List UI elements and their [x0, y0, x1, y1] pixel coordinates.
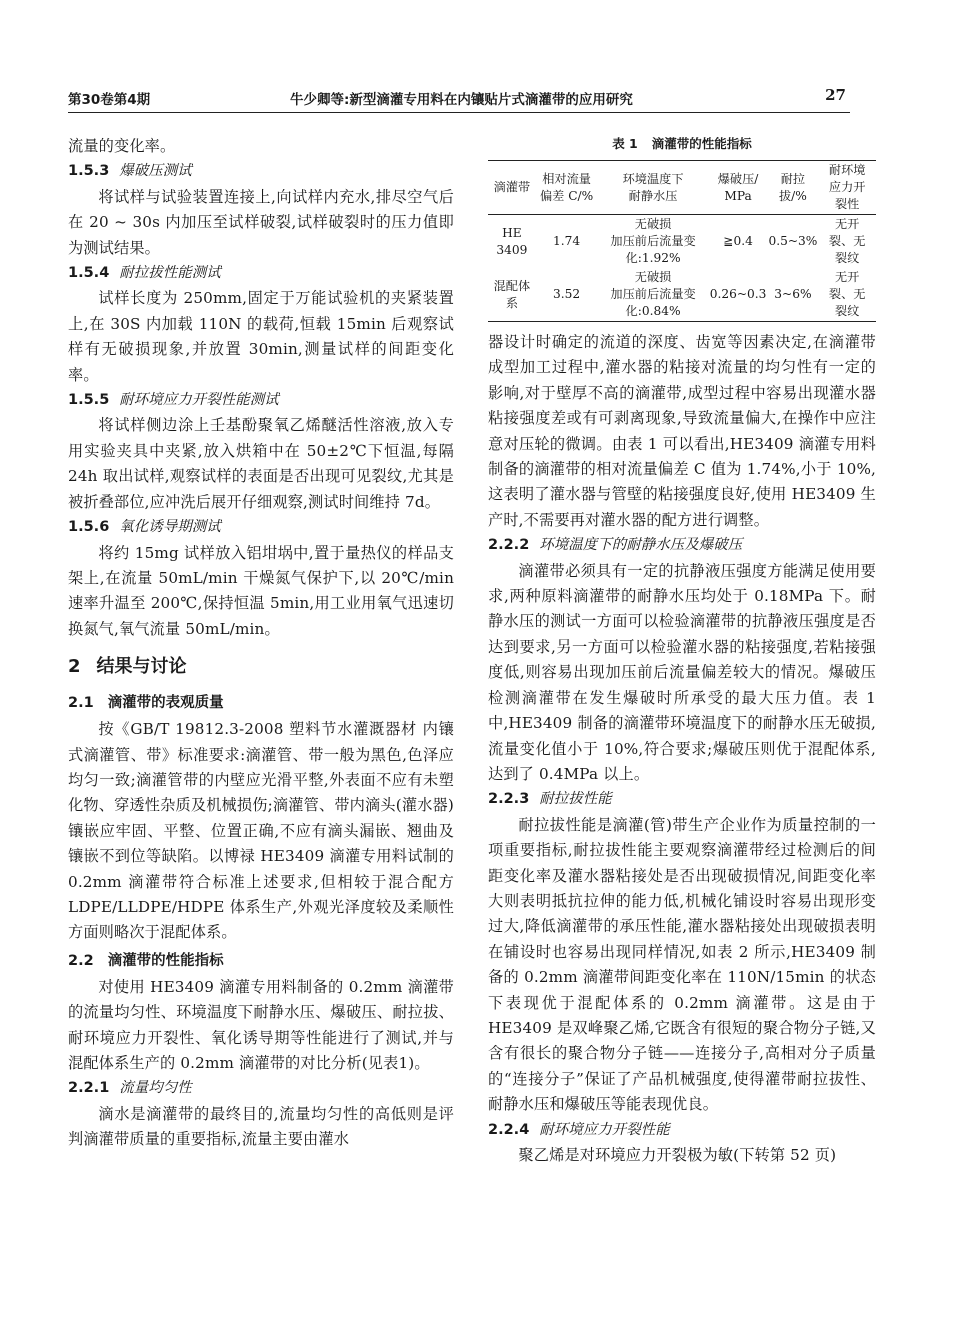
cell-line: ≧0.4	[723, 234, 753, 248]
cell-line: 混配体	[493, 278, 531, 293]
column-header	[597, 161, 708, 215]
paragraph: 耐拉拔性能是滴灌(管)带生产企业作为质量控制的一项重要指标,耐拉拔性能主要观察滴灌带经过检测后的间距变化率及灌水器粘接处是否出现破损情况,间距变化率大则表明抵抗拉伸的能力低,机械化铺设时容易出现形变过大,降低滴灌带的承压性能,灌水器粘接处出现破损表明在铺设时也容易出现同样情况,如表 2 所示,HE3409 制备的 0.2mm 滴灌带间距变化率在 110N/15min 的状态下表现优于混配体系的 0.2mm 滴灌带。这是由于 HE3409 是双峰聚乙烯,它既含有很短的聚合物分子链,又含有很长的聚合物分子链——连接分子,高相对分子质量的“连接分子”保证了产品机械强度,使得灌带耐拉拔性、耐静水压和爆破压等能表现优良。	[488, 815, 876, 1114]
cell-line: 耐环境	[828, 163, 866, 177]
section-number: 1.5.5	[68, 392, 110, 409]
table-row	[488, 215, 876, 269]
right-column	[488, 330, 876, 1168]
section-heading	[68, 388, 454, 413]
cell-line: 裂、无	[828, 287, 866, 301]
cell-line: 应力开	[828, 180, 866, 194]
section-title: 滴灌带的性能指标	[107, 952, 224, 969]
section-number: 2.1	[68, 695, 94, 712]
cell-line: 0.26~0.3	[709, 287, 767, 301]
paragraph: 将试样侧边涂上壬基酚聚氧乙烯醚活性溶液,放入专用实验夹具中夹紧,放入烘箱中在 50±2℃下恒温,每隔 24h 取出试样,观察试样的表面是否出现可见裂纹,尤其是被折叠部位,应冲洗后展开仔细观察,测试时间维持 7d。	[68, 416, 454, 511]
cell-line: 无开	[835, 217, 860, 231]
table-cell	[597, 268, 708, 322]
table-cell	[818, 215, 876, 269]
cell-line: 3.52	[553, 287, 581, 301]
section-title: 耐环境应力开裂性能测试	[119, 392, 279, 409]
cell-line: MPa	[724, 188, 752, 203]
table-body	[488, 215, 876, 322]
section-heading	[488, 533, 876, 558]
section-title: 滴灌带的表观质量	[107, 695, 224, 712]
table-number: 表 1	[612, 136, 638, 151]
cell-line: 裂性	[835, 197, 860, 211]
paragraph: 滴灌带必须具有一定的抗静液压强度方能满足使用要求,两种原料滴灌带的耐静水压均处于 0.18MPa 下。耐静水压的测试一方面可以检验滴灌带的抗静液压强度是否达到要求,另一方面可以检验灌水器的粘接强度,若粘接强度低,则容易出现加压前后流量偏差较大的情况。爆破压检测滴灌带在发生爆破时所承受的最大压力值。表 1 中,HE3409 制备的滴灌带环境温度下的耐静水压无破损,流量变化值小于 10%,符合要求;爆破压则优于混配体系,达到了 0.4MPa 以上。	[488, 561, 876, 783]
cell-line: HE	[502, 225, 522, 240]
paragraph: 试样长度为 250mm,固定于万能试验机的夹紧装置上,在 30S 内加载 110N 的载荷,恒载 15min 后观察试样有无破损现象,并放置 30min,测量试样的间距变化率。	[68, 289, 454, 384]
cell-line: 1.74	[553, 234, 581, 248]
section-number: 2.2.2	[488, 537, 530, 554]
page-number: 27	[825, 86, 846, 104]
running-title: 牛少卿等:新型滴灌专用料在内镶贴片式滴灌带的应用研究	[290, 92, 633, 108]
column-header	[536, 161, 598, 215]
cell-line: 加压前后流量变	[610, 287, 696, 301]
table-caption	[488, 134, 876, 154]
cell-line: 爆破压/	[717, 171, 759, 186]
cell-line: 3409	[496, 242, 528, 257]
table-cell	[767, 268, 818, 322]
table-cell	[709, 215, 768, 269]
table-header-row	[488, 161, 876, 215]
cell-line: 拔/%	[778, 188, 807, 203]
section-title: 结果与讨论	[96, 656, 187, 678]
section-title: 耐拉拔性能测试	[119, 265, 221, 282]
section-heading	[68, 948, 454, 975]
section-heading	[488, 1118, 876, 1143]
cell-line: 滴灌带	[493, 180, 531, 194]
cell-line: 加压前后流量变	[610, 234, 696, 248]
cell-line: 相对流量	[542, 171, 591, 186]
section-heading	[68, 515, 454, 540]
table-1	[488, 134, 876, 322]
cell-line: 裂纹	[835, 251, 860, 265]
cell-line: 0.5~3%	[768, 234, 818, 248]
section-heading	[68, 650, 454, 684]
cell-line: 耐拉	[780, 171, 806, 186]
section-heading	[488, 787, 876, 812]
table-cell	[536, 268, 598, 322]
paragraph: 将试样与试验装置连接上,向试样内充水,排尽空气后在 20 ~ 30s 内加压至试样破裂,试样破裂时的压力值即为测试结果。	[68, 187, 454, 257]
performance-table	[488, 160, 876, 322]
cell-line: 环境温度下	[622, 171, 684, 186]
left-column	[68, 134, 454, 1153]
section-heading	[68, 159, 454, 184]
column-header	[767, 161, 818, 215]
paragraph: 聚乙烯是对环境应力开裂极为敏(下转第 52 页)	[518, 1146, 837, 1164]
section-number: 1.5.3	[68, 163, 110, 180]
section-heading	[68, 690, 454, 717]
section-title: 环境温度下的耐静水压及爆破压	[539, 537, 743, 554]
column-header	[488, 161, 536, 215]
cell-line: 裂纹	[835, 304, 860, 318]
cell-line: 3~6%	[774, 287, 812, 301]
page-header	[68, 86, 850, 113]
table-cell	[597, 215, 708, 269]
cell-line: 偏差 C/%	[539, 188, 594, 203]
section-heading	[68, 261, 454, 286]
cell-line: 裂、无	[828, 234, 866, 248]
section-number: 1.5.6	[68, 519, 110, 536]
column-header	[709, 161, 768, 215]
table-title: 滴灌带的性能指标	[651, 136, 752, 151]
section-number: 2.2.4	[488, 1121, 530, 1138]
cell-line: 无开	[835, 270, 860, 284]
section-number: 2.2.1	[68, 1080, 110, 1097]
cell-line: 无破损	[634, 217, 672, 231]
section-title: 氧化诱导期测试	[119, 519, 221, 536]
section-number: 2.2.3	[488, 791, 530, 808]
table-cell	[767, 215, 818, 269]
paragraph: 滴水是滴灌带的最终目的,流量均匀性的高低则是评判滴灌带质量的重要指标,流量主要由灌水	[68, 1104, 454, 1149]
paragraph: 按《GB/T 19812.3-2008 塑料节水灌溉器材 内镶式滴灌管、带》标准要求:滴灌管、带一般为黑色,色泽应均匀一致;滴灌管带的内壁应光滑平整,外表面不应有未塑化物、穿透性杂质及机械损伤;滴灌管、带内滴头(灌水器)镶嵌应牢固、平整、位置正确,不应有滴头漏嵌、翘曲及镶嵌不到位等缺陷。以博禄 HE3409 滴灌专用料试制的 0.2mm 滴灌带符合标准上述要求,但相较于混合配方 LDPE/LLDPE/HDPE 体系生产,外观光泽度较及柔顺性方面则略次于混配体系。	[68, 720, 454, 942]
cell-line: 化:0.84%	[625, 304, 681, 318]
journal-issue: 第30卷第4期	[68, 92, 151, 108]
section-number: 2	[68, 656, 81, 678]
section-title: 耐环境应力开裂性能	[539, 1121, 670, 1138]
table-cell	[818, 268, 876, 322]
table-cell	[709, 268, 768, 322]
section-title: 流量均匀性	[119, 1080, 192, 1097]
table-cell	[488, 268, 536, 322]
paragraph: 将约 15mg 试样放入铝坩埚中,置于量热仪的样品支架上,在流量 50mL/min 干燥氮气保护下,以 20℃/min 速率升温至 200℃,保持恒温 5min,用工业用氧气迅速切换氮气,氧气流量 50mL/min。	[68, 543, 454, 638]
section-number: 2.2	[68, 952, 94, 969]
section-number: 1.5.4	[68, 265, 110, 282]
section-heading	[68, 1076, 454, 1101]
cell-line: 化:1.92%	[625, 251, 681, 265]
table-cell	[536, 215, 598, 269]
cell-line: 系	[505, 295, 518, 310]
table-cell	[488, 215, 536, 269]
table-row	[488, 268, 876, 322]
cell-line: 耐静水压	[628, 188, 678, 203]
column-header	[818, 161, 876, 215]
paragraph: 对使用 HE3409 滴灌专用料制备的 0.2mm 滴灌带的流量均匀性、环境温度下耐静水压、爆破压、耐拉拔、耐环境应力开裂性、氧化诱导期等性能进行了测试,并与混配体系生产的 0.2mm 滴灌带的对比分析(见表1)。	[68, 977, 454, 1072]
paragraph: 器设计时确定的流道的深度、齿宽等因素决定,在滴灌带成型加工过程中,灌水器的粘接对流量的均匀性有一定的影响,对于壁厚不高的滴灌带,成型过程中容易出现灌水器粘接强度差或有可剥离现象,导致流量偏大,在操作中应注意对压轮的微调。由表 1 可以看出,HE3409 滴灌专用料制备的滴灌带的相对流量偏差 C 值为 1.74%,小于 10%,这表明了灌水器与管壁的粘接强度良好,使用 HE3409 生产时,不需要再对灌水器的配方进行调整。	[488, 333, 876, 529]
section-title: 爆破压测试	[119, 163, 192, 180]
cell-line: 无破损	[634, 270, 672, 284]
paragraph: 流量的变化率。	[68, 137, 176, 155]
section-title: 耐拉拔性能	[539, 791, 612, 808]
